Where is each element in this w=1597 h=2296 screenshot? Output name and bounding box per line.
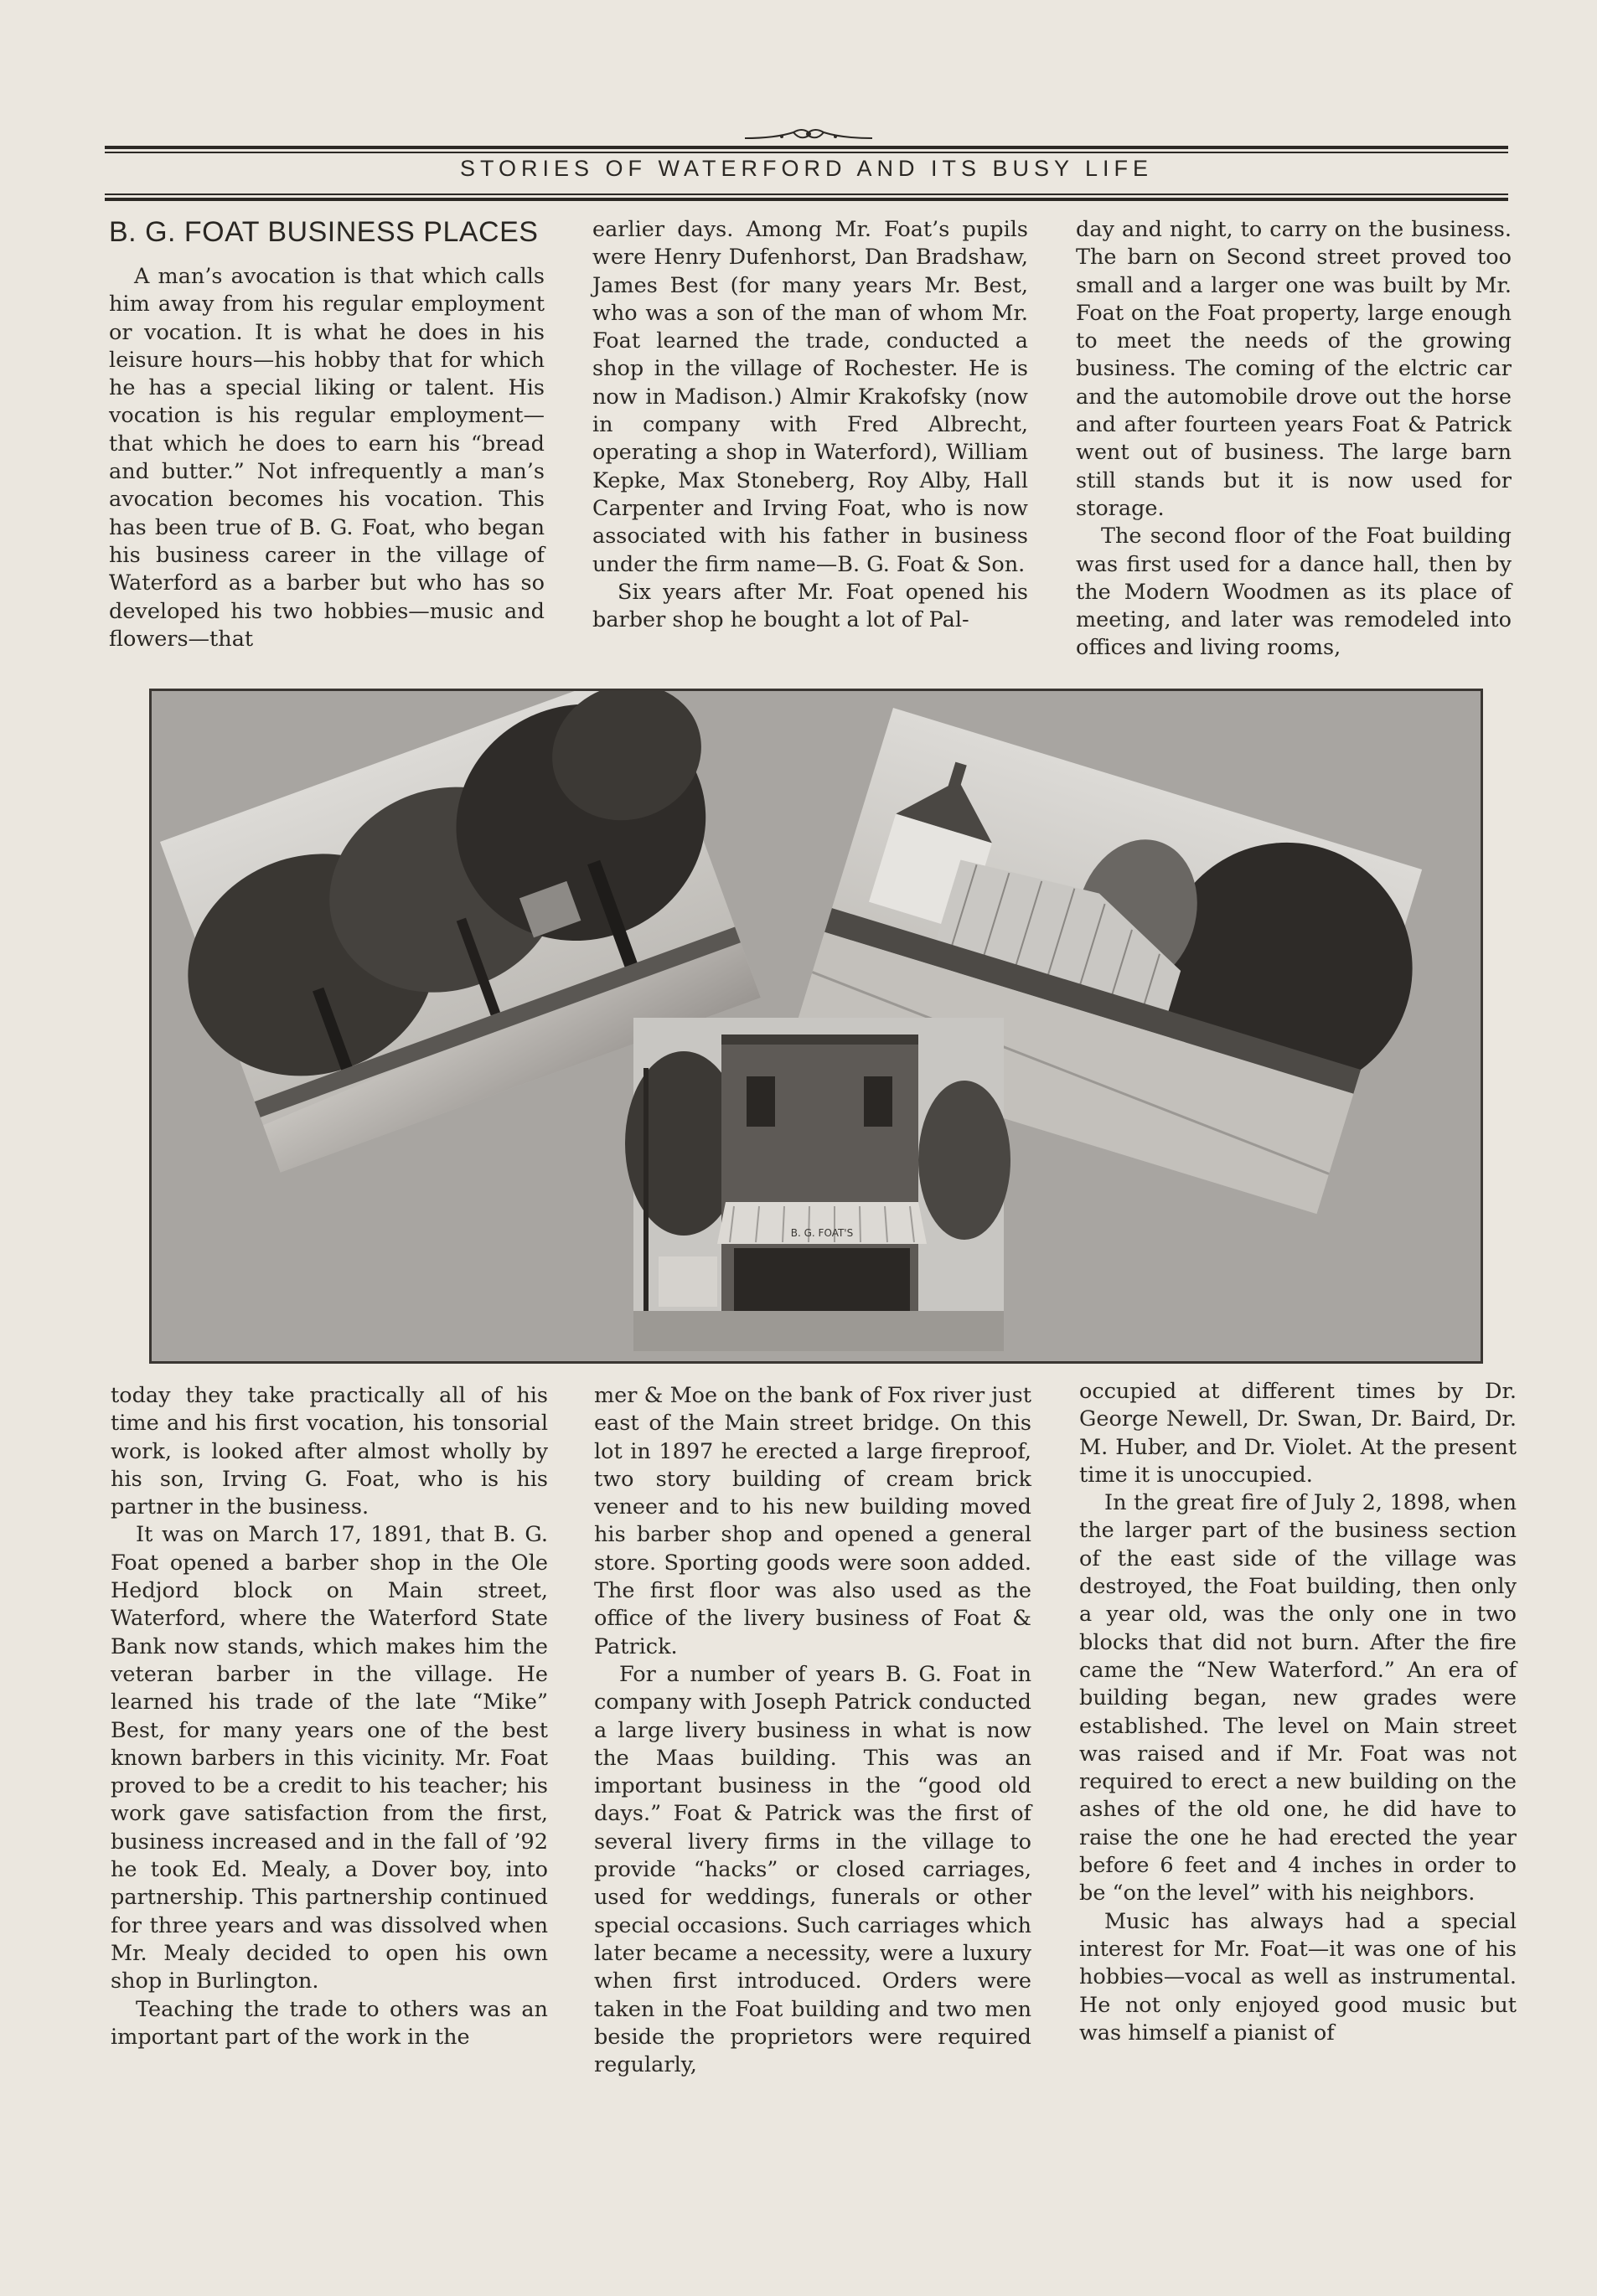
paragraph: occupied at different times by Dr. George Newell, Dr. Swan, Dr. Baird, Dr. M. Huber, and Dr. Violet. At the present time it is unoccupied. (1079, 1379, 1517, 1488)
paragraph: mer & Moe on the bank of Fox river just east of the Main street bridge. On this lot in 1897 he erected a large fireproof, two story building of cream brick veneer and to his new building moved his barber shop and opened a general store. Sporting goods were soon added. The first floor was also used as the office of the livery business of Foat & Patrick. (594, 1383, 1031, 1659)
article-column-2-bottom (594, 1382, 1031, 2079)
article-column-3-bottom (1079, 1378, 1517, 2047)
article-column-3-top (1076, 216, 1512, 663)
photo-storefront (625, 1018, 1010, 1351)
paragraph: Music has always had a special interest for Mr. Foat—it was one of his hobbies—vocal as well as instrumental. He not only enjoyed good music but was himself a pianist of (1079, 1908, 1517, 2046)
running-header: STORIES OF WATERFORD AND ITS BUSY LIFE (459, 156, 1154, 181)
paragraph: earlier days. Among Mr. Foat’s pupils were Henry Dufenhorst, Dan Bradshaw, James Best (for many years Mr. Best, who was a son of the man of whom Mr. Foat learned the trade, conducted a shop in the village of Rochester. He is now in Madison.) Almir Krakofsky (now in company with Fred Albrecht, operating a shop in Waterford), William Kepke, Max Stoneberg, Roy Alby, Hall Carpenter and Irving Foat, who is now associated with his father in business under the firm name—B. G. Foat & Son. (592, 217, 1028, 577)
header-rule-bottom-thin (105, 193, 1508, 195)
paragraph: It was on March 17, 1891, that B. G. Foat opened a barber shop in the Ole Hedjord block on Main street, Waterford, where the Waterford State Bank now stands, which makes him the veteran barber in the village. He learned his trade of the late “Mike” Best, for many years one of the best known barbers in this vicinity. Mr. Foat proved to be a credit to his teacher; his work gave satisfaction from the first, business increased and in the fall of ’92 he took Ed. Mealy, a Dover boy, into partnership. This partnership continued for three years and was dissolved when Mr. Mealy decided to open his own shop in Burlington. (111, 1522, 548, 1994)
paragraph: Six years after Mr. Foat opened his barber shop he bought a lot of Pal- (592, 579, 1028, 633)
paragraph: Teaching the trade to others was an important part of the work in the (111, 1996, 548, 2050)
storefront-sign-text: B. G. FOAT'S (790, 1227, 854, 1239)
article-column-1-top (109, 214, 545, 653)
header-rule-bottom-thick (105, 198, 1508, 201)
header-rule-top-thin (105, 152, 1508, 153)
article-column-1-bottom (111, 1382, 548, 2051)
header-rule-top-thick (105, 146, 1508, 149)
article-column-2-top (592, 216, 1028, 634)
paragraph: In the great fire of July 2, 1898, when the larger part of the business section of the east side of the village was destroyed, the Foat building, then only a year old, was the only one in two blocks that did not burn. After the fire came the “New Waterford.” An era of building began, new grades were established. The level on Main street was raised and if Mr. Foat was not required to erect a new building on the ashes of the old one, he did have to raise the one he had erected the year before 6 feet and 4 inches in order to be “on the level” with his neighbors. (1079, 1490, 1517, 1906)
paragraph: day and night, to carry on the business. The barn on Second street proved too small and a larger one was built by Mr. Foat on the Foat property, large enough to meet the needs of the growing business. The coming of the elctric car and the automobile drove out the horse and after fourteen years Foat & Patrick went out of business. The large barn still stands but it is now used for storage. (1076, 217, 1512, 521)
paragraph: A man’s avocation is that which calls him away from his regular employment or vocation. It is what he does in his leisure hours—his hobby that for which he has a special liking or talent. His vocation is his regular employment—that which he does to earn his “bread and butter.” Not infrequently a man’s avocation becomes his vocation. This has been true of B. G. Foat, who began his business career in the village of Waterford as a barber but who has so developed his two hobbies—music and flowers—that (109, 264, 545, 652)
paragraph: For a number of years B. G. Foat in company with Joseph Patrick conducted a large livery business in what is now the Maas building. This was an important business in the “good old days.” Foat & Patrick was the first of several livery firms in the village to provide “hacks” or closed carriages, used for weddings, funerals or other special occasions. Such carriages which later became a necessity, were a luxury when first introduced. Orders were taken in the Foat building and two men beside the proprietors were required regularly, (594, 1661, 1031, 2078)
photo-collage (149, 689, 1483, 1364)
article-headline: B. G. FOAT BUSINESS PLACES (109, 216, 539, 248)
paragraph: today they take practically all of his time and his first vocation, his tonsorial work, is looked after almost wholly by his son, Irving G. Foat, who is his partner in the business. (111, 1383, 548, 1520)
paragraph: The second floor of the Foat building was first used for a dance hall, then by the Modern Woodmen as its place of meeting, and later was remodeled into offices and living rooms, (1076, 524, 1512, 661)
